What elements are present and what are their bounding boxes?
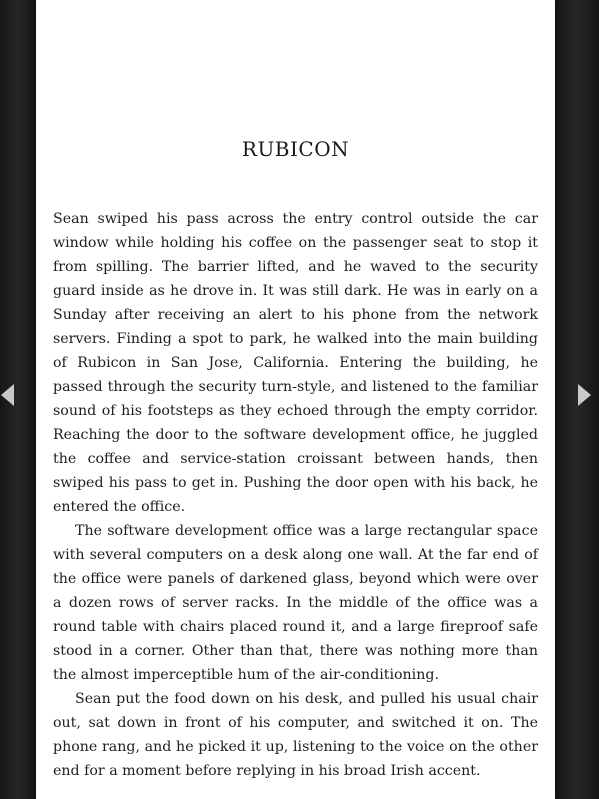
paragraph-2: The software development office was a large rectangular space with several computers on a desk along one wall. At the far end of the office were panels of darkened glass, beyond which were over a dozen rows of server racks. In the middle of the office was a round table with chairs placed round it, and a large fireproof safe stood in a corner. Other than that, there was nothing more than the almost imperceptible hum of the air-conditioning. <box>53 523 538 683</box>
previous-page-icon[interactable] <box>1 384 14 406</box>
next-page-icon[interactable] <box>578 384 591 406</box>
paragraph-3: Sean put the food down on his desk, and pulled his usual chair out, sat down in front of his computer, and switched it on. The phone rang, and he picked it up, listening to the voice on the other end for a moment before replying in his broad Irish accent. <box>53 691 538 779</box>
right-margin <box>555 0 599 799</box>
book-page <box>36 0 555 799</box>
chapter-title: RUBICON <box>241 137 350 161</box>
paragraph-1: Sean swiped his pass across the entry control outside the car window while holding his coffee on the passenger seat to stop it from spilling. The barrier lifted, and he waved to the security guard inside as he drove in. It was still dark. He was in early on a Sunday after receiving an alert to his phone from the network servers. Finding a spot to park, he walked into the main building of Rubicon in San Jose, California. Entering the building, he passed through the security turn-style, and listened to the familiar sound of his footsteps as they echoed through the empty corridor. Reaching the door to the software development office, he juggled the coffee and service-station croissant between hands, then swiped his pass to get in. Pushing the door open with his back, he entered the office. <box>53 211 538 515</box>
page-body <box>53 207 538 783</box>
